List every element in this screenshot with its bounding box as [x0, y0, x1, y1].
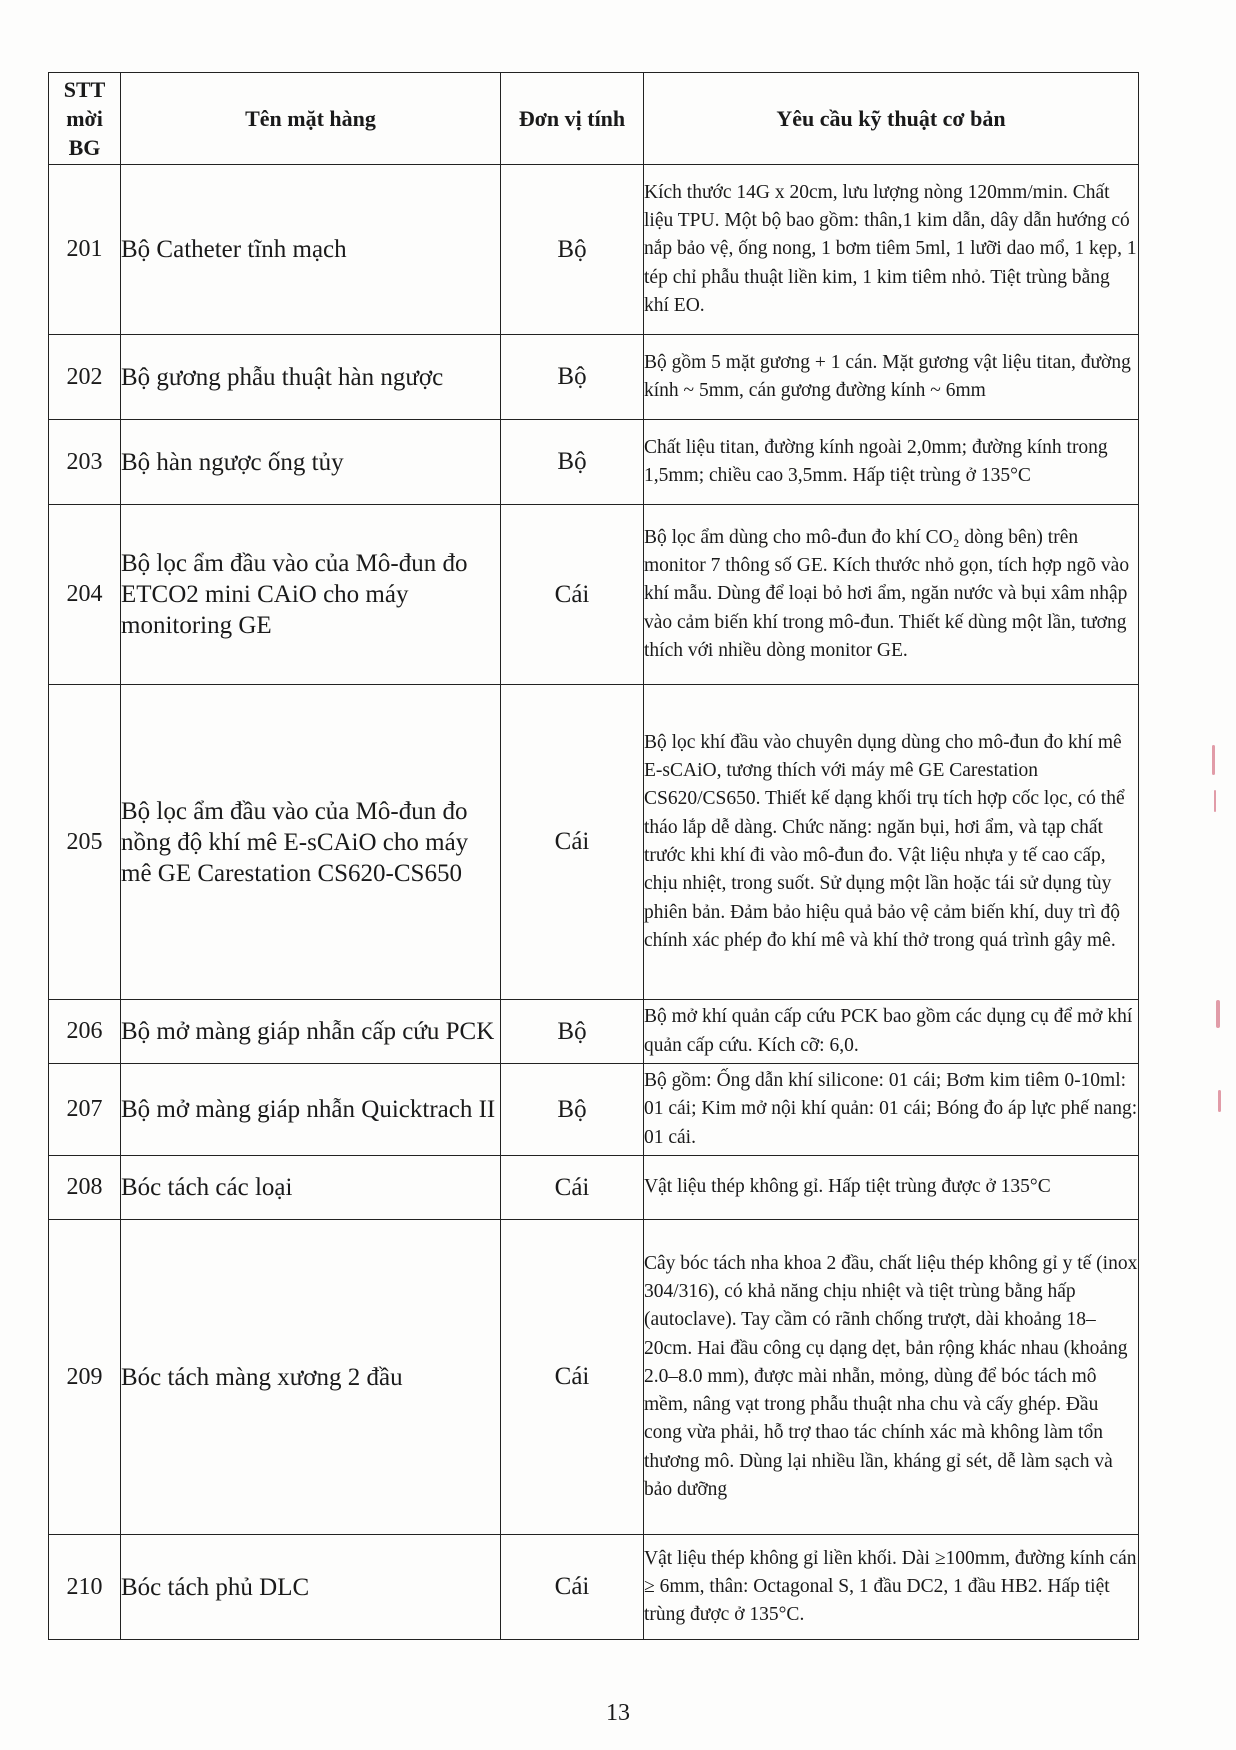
row-name: Bộ gương phẫu thuật hàn ngược: [121, 335, 501, 420]
row-unit: Bộ: [501, 1000, 644, 1064]
table-row: [49, 1535, 1139, 1640]
table-row: [49, 1000, 1139, 1064]
row-requirements: Bộ lọc ẩm dùng cho mô-đun đo khí CO₂ dòng bên) trên monitor 7 thông số GE. Kích thước nhỏ gọn, tích hợp ngõ vào khí mẫu. Dùng để loại bỏ hơi ẩm, ngăn nước và bụi xâm nhập vào cảm biến khí trong mô-đun. Thiết kế dùng một lần, tương thích với nhiều dòng monitor GE.: [644, 505, 1139, 685]
row-unit: Bộ: [501, 335, 644, 420]
row-unit: Bộ: [501, 165, 644, 335]
row-requirements: Bộ lọc khí đầu vào chuyên dụng dùng cho mô-đun đo khí mê E-sCAiO, tương thích với máy mê GE Carestation CS620/CS650. Thiết kế dạng khối trụ tích hợp cốc lọc, có thể tháo lắp dễ dàng. Chức năng: ngăn bụi, hơi ẩm, và tạp chất trước khi khí đi vào mô-đun đo. Vật liệu nhựa y tế cao cấp, chịu nhiệt, trong suốt. Sử dụng một lần hoặc tái sử dụng tùy phiên bản. Đảm bảo hiệu quả bảo vệ cảm biến khí, duy trì độ chính xác phép đo khí mê và khí thở trong quá trình gây mê.: [644, 685, 1139, 1000]
row-unit: Bộ: [501, 1064, 644, 1156]
row-unit: Cái: [501, 505, 644, 685]
margin-mark: [1212, 745, 1215, 775]
table-row: [49, 1156, 1139, 1220]
header-stt-text: STT mời BG: [63, 77, 106, 160]
row-name: Bộ hàn ngược ống tủy: [121, 420, 501, 505]
row-name: Bộ mở màng giáp nhẫn cấp cứu PCK: [121, 1000, 501, 1064]
table-row: [49, 165, 1139, 335]
row-unit: Bộ: [501, 420, 644, 505]
table-row: [49, 335, 1139, 420]
row-stt: 207: [49, 1064, 121, 1156]
row-requirements: Chất liệu titan, đường kính ngoài 2,0mm; đường kính trong 1,5mm; chiều cao 3,5mm. Hấp tiệt trùng ở 135°C: [644, 420, 1139, 505]
margin-mark: [1216, 1000, 1220, 1028]
header-unit: Đơn vị tính: [501, 73, 644, 165]
specification-table: [48, 72, 1139, 1640]
table-row: [49, 685, 1139, 1000]
row-requirements: Bộ gồm: Ống dẫn khí silicone: 01 cái; Bơm kim tiêm 0-10ml: 01 cái; Kim mở nội khí quản: 01 cái; Bóng đo áp lực phế nang: 01 cái.: [644, 1064, 1139, 1156]
header-name: Tên mặt hàng: [121, 73, 501, 165]
row-stt: 202: [49, 335, 121, 420]
row-requirements: Vật liệu thép không gỉ. Hấp tiệt trùng được ở 135°C: [644, 1156, 1139, 1220]
table-row: [49, 1064, 1139, 1156]
table-row: [49, 505, 1139, 685]
row-name: Bộ lọc ẩm đầu vào của Mô-đun đo ETCO2 mini CAiO cho máy monitoring GE: [121, 505, 501, 685]
row-stt: 203: [49, 420, 121, 505]
row-stt: 209: [49, 1220, 121, 1535]
row-unit: Cái: [501, 685, 644, 1000]
row-unit: Cái: [501, 1156, 644, 1220]
row-name: Bóc tách các loại: [121, 1156, 501, 1220]
row-requirements: Cây bóc tách nha khoa 2 đầu, chất liệu thép không gỉ y tế (inox 304/316), có khả năng chịu nhiệt và tiệt trùng bằng hấp (autoclave). Tay cầm có rãnh chống trượt, dài khoảng 18–20cm. Hai đầu công cụ dạng dẹt, bản rộng khác nhau (khoảng 2.0–8.0 mm), được mài nhẵn, mỏng, dùng để bóc tách mô mềm, nâng vạt trong phẫu thuật nha chu và cấy ghép. Đầu cong vừa phải, hỗ trợ thao tác chính xác mà không làm tổn thương mô. Dùng lại nhiều lần, kháng gỉ sét, dễ làm sạch và bảo dưỡng: [644, 1220, 1139, 1535]
row-stt: 210: [49, 1535, 121, 1640]
header-stt: [49, 73, 121, 165]
row-name: Bộ lọc ẩm đầu vào của Mô-đun đo nồng độ khí mê E-sCAiO cho máy mê GE Carestation CS620-CS650: [121, 685, 501, 1000]
row-unit: Cái: [501, 1220, 644, 1535]
row-name: Bóc tách phủ DLC: [121, 1535, 501, 1640]
page-number: 13: [606, 1700, 630, 1726]
table-header-row: [49, 73, 1139, 165]
row-stt: 208: [49, 1156, 121, 1220]
row-name: Bóc tách màng xương 2 đầu: [121, 1220, 501, 1535]
row-stt: 206: [49, 1000, 121, 1064]
row-name: Bộ mở màng giáp nhẫn Quicktrach II: [121, 1064, 501, 1156]
row-requirements: Bộ gồm 5 mặt gương + 1 cán. Mặt gương vật liệu titan, đường kính ~ 5mm, cán gương đường kính ~ 6mm: [644, 335, 1139, 420]
row-requirements: Bộ mở khí quản cấp cứu PCK bao gồm các dụng cụ để mở khí quản cấp cứu. Kích cỡ: 6,0.: [644, 1000, 1139, 1064]
row-requirements: Vật liệu thép không gỉ liền khối. Dài ≥100mm, đường kính cán ≥ 6mm, thân: Octagonal S, 1 đầu DC2, 1 đầu HB2. Hấp tiệt trùng được ở 135°C.: [644, 1535, 1139, 1640]
row-name: Bộ Catheter tĩnh mạch: [121, 165, 501, 335]
margin-mark: [1214, 790, 1216, 812]
row-stt: 205: [49, 685, 121, 1000]
table-row: [49, 1220, 1139, 1535]
row-stt: 204: [49, 505, 121, 685]
table-row: [49, 420, 1139, 505]
header-requirements: Yêu cầu kỹ thuật cơ bản: [644, 73, 1139, 165]
row-unit: Cái: [501, 1535, 644, 1640]
margin-mark: [1218, 1090, 1221, 1112]
row-stt: 201: [49, 165, 121, 335]
row-requirements: Kích thước 14G x 20cm, lưu lượng nòng 120mm/min. Chất liệu TPU. Một bộ bao gồm: thân,1 kim dẫn, dây dẫn hướng có nắp bảo vệ, ống nong, 1 bơm tiêm 5ml, 1 lưỡi dao mổ, 1 kẹp, 1 tép chỉ phẫu thuật liền kim, 1 kim tiêm nhỏ. Tiệt trùng bằng khí EO.: [644, 165, 1139, 335]
